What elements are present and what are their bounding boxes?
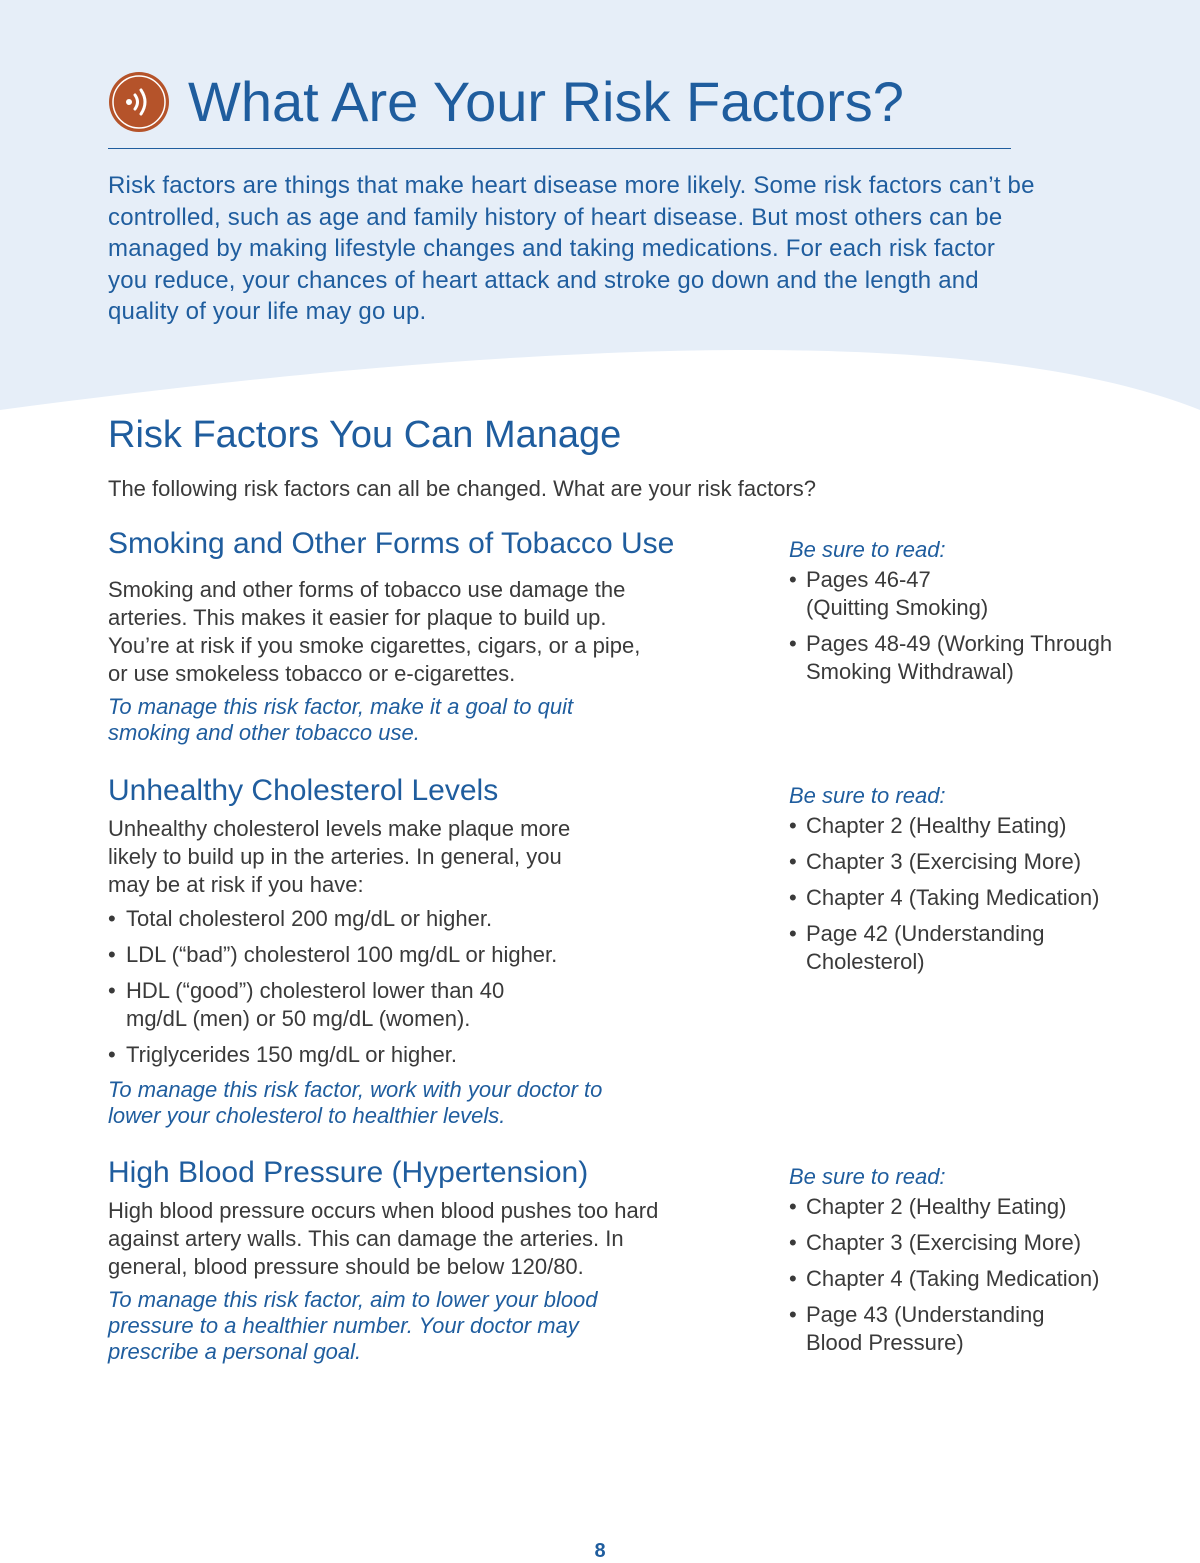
- read-list: [789, 566, 1159, 686]
- factor-bullets: [108, 905, 728, 1069]
- read-list: [789, 1193, 1159, 1357]
- audio-wave-icon: [108, 71, 170, 133]
- factor-body: Smoking and other forms of tobacco use damage the arteries. This makes it easier for plaque to build up. You’re at risk if you smoke cigarettes, cigars, or a pipe, or use smokeless tobacco or e-cigarettes.: [108, 577, 641, 686]
- read-item: • Chapter 2 (Healthy Eating): [789, 1193, 1159, 1221]
- factor-title: High Blood Pressure (Hypertension): [108, 1156, 589, 1189]
- factor-body: Unhealthy cholesterol levels make plaque more likely to build up in the arteries. In general, you may be at risk if you have:: [108, 816, 571, 897]
- factor-bullet: • Triglycerides 150 mg/dL or higher.: [108, 1041, 728, 1069]
- title-row: [108, 62, 904, 142]
- factor-title: Smoking and Other Forms of Tobacco Use: [108, 527, 675, 560]
- factor-title: Unhealthy Cholesterol Levels: [108, 774, 499, 807]
- page-number: 8: [594, 1540, 606, 1562]
- factor-manage-note: To manage this risk factor, work with your doctor to lower your cholesterol to healthier levels.: [108, 1077, 603, 1128]
- read-item: • Pages 46-47 (Quitting Smoking): [789, 566, 1006, 622]
- read-item: • Chapter 2 (Healthy Eating): [789, 812, 1159, 840]
- read-list: [789, 812, 1159, 976]
- read-item: • Chapter 3 (Exercising More): [789, 848, 1159, 876]
- read-item: • Pages 48-49 (Working Through Smoking Withdrawal): [789, 630, 1156, 686]
- title-divider: [108, 148, 1011, 149]
- read-item: • Chapter 3 (Exercising More): [789, 1229, 1159, 1257]
- read-item: • Page 43 (Understanding Blood Pressure): [789, 1301, 1076, 1357]
- read-item: • Page 42 (Understanding Cholesterol): [789, 920, 1076, 976]
- factor-bullet: • LDL (“bad”) cholesterol 100 mg/dL or higher.: [108, 941, 728, 969]
- factor-body: High blood pressure occurs when blood pushes too hard against artery walls. This can damage the arteries. In general, blood pressure should be below 120/80.: [108, 1198, 659, 1279]
- section-title: Risk Factors You Can Manage: [108, 414, 622, 456]
- read-lead: Be sure to read:: [789, 537, 946, 562]
- risk-factor-smoking: [108, 526, 728, 746]
- read-item: • Chapter 4 (Taking Medication): [789, 884, 1159, 912]
- read-lead: Be sure to read:: [789, 1164, 946, 1189]
- read-lead: Be sure to read:: [789, 783, 946, 808]
- read-box-cholesterol: [789, 782, 1159, 984]
- risk-factor-blood-pressure: [108, 1155, 728, 1365]
- read-box-blood-pressure: [789, 1163, 1159, 1365]
- risk-factor-cholesterol: [108, 773, 728, 1129]
- read-box-smoking: [789, 536, 1159, 694]
- section-subtitle: The following risk factors can all be changed. What are your risk factors?: [108, 476, 816, 501]
- factor-bullet: • Total cholesterol 200 mg/dL or higher.: [108, 905, 728, 933]
- intro-paragraph: Risk factors are things that make heart disease more likely. Some risk factors can’t be controlled, such as age and family history of heart disease. But most others can be managed by making lifestyle changes and taking medications. For each risk factor you reduce, your chances of heart attack and stroke go down and the length and quality of your life may go up.: [108, 172, 1035, 325]
- factor-manage-note: To manage this risk factor, make it a goal to quit smoking and other tobacco use.: [108, 694, 574, 745]
- factor-bullet: • HDL (“good”) cholesterol lower than 40 mg/dL (men) or 50 mg/dL (women).: [108, 977, 546, 1033]
- factor-manage-note: To manage this risk factor, aim to lower your blood pressure to a healthier number. Your doctor may prescribe a personal goal.: [108, 1287, 598, 1364]
- page-title: What Are Your Risk Factors?: [188, 70, 904, 133]
- read-item: • Chapter 4 (Taking Medication): [789, 1265, 1159, 1293]
